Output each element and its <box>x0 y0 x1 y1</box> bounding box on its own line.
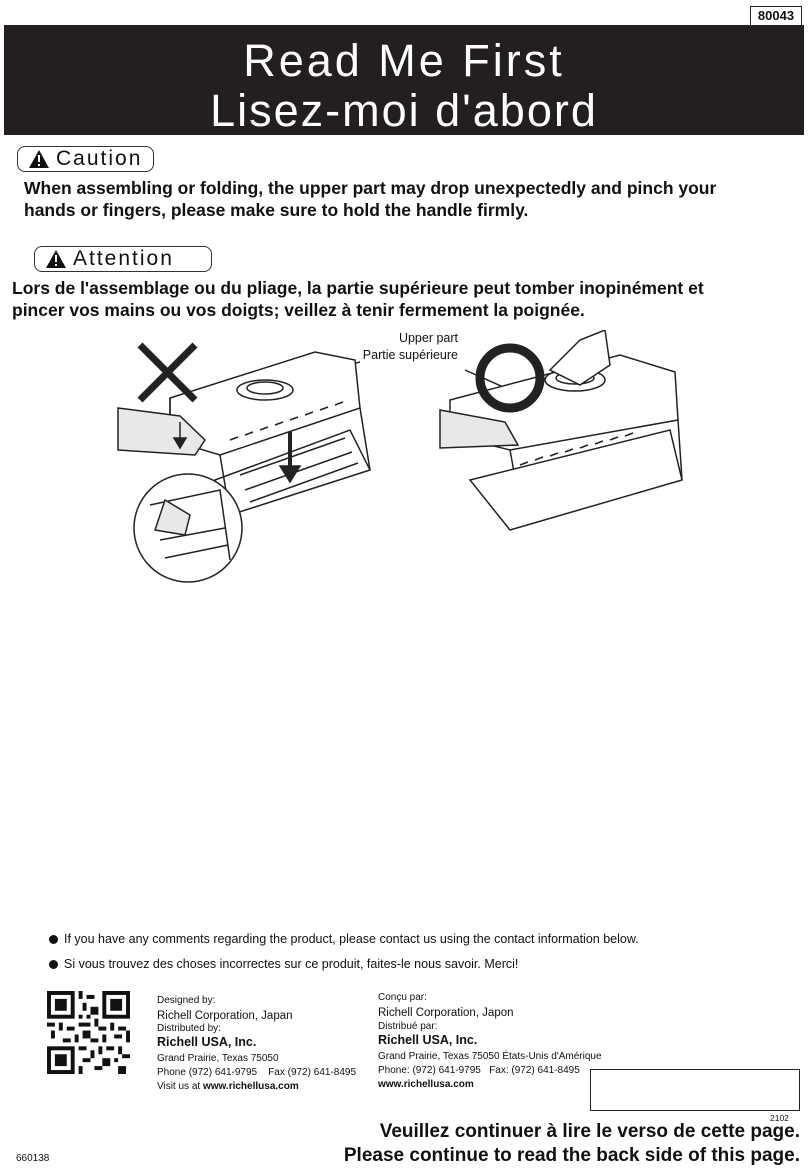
bullet-dot <box>49 960 58 969</box>
continue-note-fr: Veuillez continuer à lire le verso de cette page. <box>379 1121 800 1142</box>
bullet-text: Si vous trouvez des choses incorrectes sur ce produit, faites-le nous savoir. Merci! <box>64 957 519 971</box>
caution-label: Caution <box>56 147 143 170</box>
bullet-comments-fr <box>49 957 518 971</box>
caution-text-line2: hands or fingers, please make sure to hold the handle firmly. <box>24 200 529 220</box>
website-line <box>157 1081 362 1093</box>
distributor-address: Grand Prairie, Texas 75050 <box>157 1053 279 1064</box>
designed-by-label-fr: Conçu par: <box>378 992 427 1003</box>
contact-english <box>157 995 362 1093</box>
bullet-text: If you have any comments regarding the product, please contact us using the contact information below. <box>64 932 639 946</box>
attention-label: Attention <box>73 247 174 270</box>
attention-text <box>12 277 802 321</box>
callout-upper-part-fr: Partie supérieure <box>362 348 458 362</box>
attention-label-box <box>34 246 212 272</box>
distributor-name: Richell USA, Inc. <box>157 1035 257 1049</box>
website-link-fr[interactable]: www.richellusa.com <box>378 1079 474 1090</box>
distributed-by-label: Distributed by: <box>157 1023 221 1034</box>
continue-note-en: Please continue to read the back side of this page. <box>343 1145 800 1166</box>
distributor-name-fr: Richell USA, Inc. <box>378 1033 478 1047</box>
bullet-dot <box>49 935 58 944</box>
bullet-comments-en <box>49 932 639 946</box>
distributed-by-label-fr: Distribué par: <box>378 1021 438 1032</box>
pinch-warning-illustration <box>110 330 710 590</box>
designer-name: Richell Corporation, Japan <box>157 1010 293 1022</box>
distributor-phone-fax-fr: Phone: (972) 641-9795 Fax: (972) 641-8495 <box>378 1065 580 1076</box>
title-french: Lisez-moi d'abord <box>210 85 598 136</box>
visit-label: Visit us at <box>157 1081 201 1092</box>
warning-triangle-icon <box>45 249 67 269</box>
designer-name-fr: Richell Corporation, Japon <box>378 1007 514 1019</box>
attention-text-line2: pincer vos mains ou vos doigts; veillez à tenir fermement la poignée. <box>12 300 585 320</box>
qr-code <box>47 991 130 1074</box>
warning-triangle-icon <box>28 149 50 169</box>
revision-code: 2102 <box>770 1113 789 1123</box>
website-link[interactable]: www.richellusa.com <box>202 1081 299 1092</box>
title-banner <box>4 25 804 135</box>
designed-by-label: Designed by: <box>157 995 216 1006</box>
callout-upper-part-en: Upper part <box>398 331 458 345</box>
blank-label-box <box>590 1069 800 1111</box>
distributor-phone-fax: Phone (972) 641-9795 Fax (972) 641-8495 <box>157 1067 357 1078</box>
contact-french <box>378 992 603 1091</box>
distributor-address-fr: Grand Prairie, Texas 75050 États-Unis d'Amérique <box>378 1051 602 1062</box>
caution-text-line1: When assembling or folding, the upper part may drop unexpectedly and pinch your <box>24 178 717 198</box>
document-code: 80043 <box>750 6 802 26</box>
caution-text <box>24 177 800 221</box>
title-english: Read Me First <box>243 35 565 86</box>
caution-label-box <box>17 146 154 172</box>
part-number: 660138 <box>16 1153 50 1164</box>
attention-text-line1: Lors de l'assemblage ou du pliage, la partie supérieure peut tomber inopinément et <box>12 278 704 298</box>
